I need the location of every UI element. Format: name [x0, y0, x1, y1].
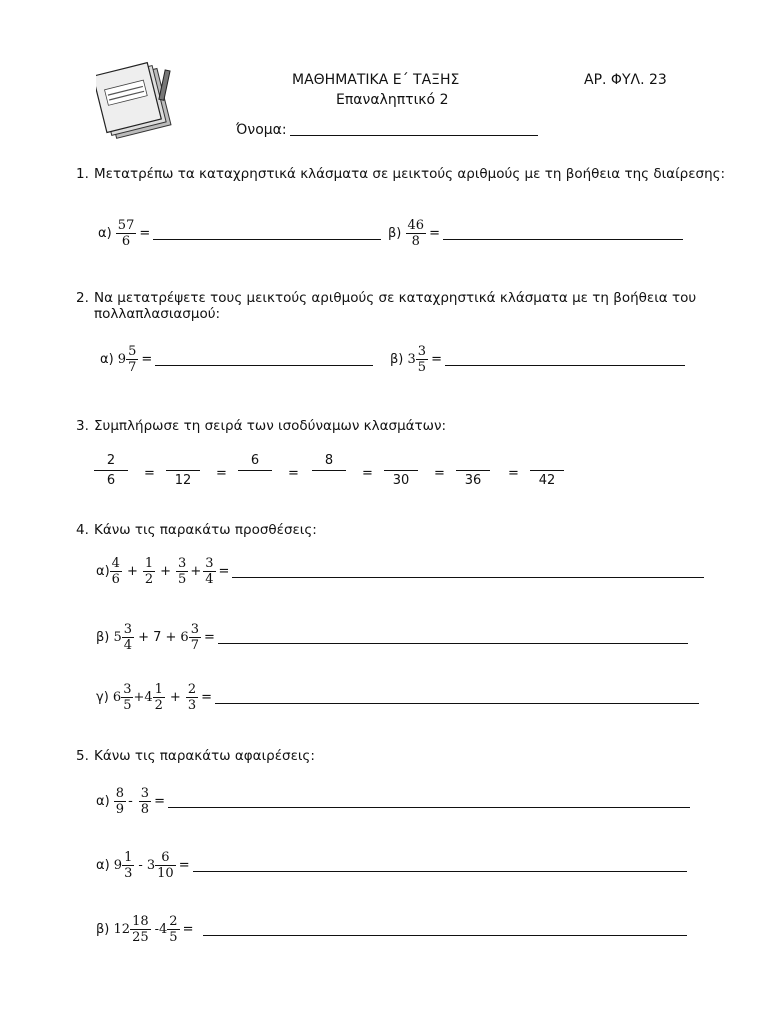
fraction — [144, 556, 154, 587]
whole-part: 3 — [407, 352, 416, 367]
equals-sign: = — [201, 690, 213, 705]
equals-sign: = — [288, 466, 299, 481]
question-number: 1. — [76, 166, 89, 182]
equals-sign: = — [429, 226, 440, 241]
denominator: 4 — [123, 638, 133, 653]
fraction — [156, 850, 175, 881]
plus-sign: + — [160, 564, 172, 579]
question-4 — [76, 522, 756, 540]
item-label: β) — [96, 922, 110, 937]
equals-sign: = — [141, 352, 153, 367]
fraction — [117, 218, 136, 249]
denominator: 5 — [123, 698, 132, 713]
answer-blank[interactable] — [168, 806, 690, 808]
name-field — [236, 122, 538, 138]
question-number: 5. — [76, 748, 89, 764]
whole-part: 6 — [180, 630, 189, 645]
exercise-5b — [96, 850, 687, 881]
whole-part: 6 — [112, 690, 122, 705]
equiv-fraction — [94, 452, 128, 489]
denominator: 5 — [169, 930, 178, 945]
equivalent-fractions-row — [0, 452, 768, 494]
item-label: α) — [98, 226, 112, 241]
numerator[interactable]: 8 — [324, 453, 334, 468]
plus-sign: + — [169, 690, 181, 705]
plus-seven: + 7 + — [138, 630, 177, 645]
fraction — [122, 682, 132, 713]
numerator: 46 — [407, 218, 425, 233]
item-label: γ) — [96, 690, 109, 705]
fraction — [123, 622, 133, 653]
denominator: 8 — [140, 802, 150, 817]
item-label: β) — [388, 226, 402, 241]
answer-blank[interactable] — [232, 576, 704, 578]
whole-part: +4 — [133, 690, 153, 705]
item-label: α) — [96, 858, 110, 873]
denominator: 5 — [417, 360, 427, 375]
question-text: Κάνω τις παρακάτω αφαιρέσεις: — [94, 748, 315, 764]
question-number: 4. — [76, 522, 89, 538]
numerator: 3 — [205, 556, 214, 571]
worksheet-subtitle: Επαναληπτικό 2 — [336, 92, 449, 108]
exercise-1a — [98, 218, 381, 249]
fraction — [115, 786, 125, 817]
notebook-logo-icon — [96, 60, 180, 140]
question-number: 3. — [76, 418, 89, 434]
item-label: α) — [96, 564, 110, 579]
numerator: 3 — [123, 682, 132, 697]
question-3 — [76, 418, 756, 436]
fraction — [111, 556, 121, 587]
answer-blank[interactable] — [443, 238, 683, 240]
exercise-4b — [96, 622, 688, 653]
fraction — [187, 682, 197, 713]
denominator[interactable]: 36 — [464, 473, 482, 488]
question-2 — [76, 290, 756, 324]
question-text: Συμπλήρωσε τη σειρά των ισοδύναμων κλασμάτων: — [94, 418, 447, 434]
equiv-fraction — [166, 452, 200, 489]
exercise-4a — [96, 556, 704, 587]
equals-sign: = — [431, 352, 442, 367]
denominator: 6 — [116, 233, 137, 249]
name-blank[interactable] — [290, 134, 538, 136]
exercise-2a — [100, 344, 373, 375]
numerator: 1 — [124, 850, 133, 865]
numerator: 2 — [187, 682, 197, 697]
question-text: Να μετατρέψετε τους μεικτούς αριθμούς σε καταχρηστικά κλάσματα με τη βοήθεια του πολλαπλασιασμού: — [94, 290, 697, 322]
fraction — [204, 556, 214, 587]
question-text: Κάνω τις παρακάτω προσθέσεις: — [94, 522, 317, 538]
question-number: 2. — [76, 290, 89, 306]
numerator: 57 — [117, 218, 135, 233]
fraction — [168, 914, 178, 945]
numerator: 3 — [140, 786, 150, 801]
fraction — [127, 344, 137, 375]
equals-sign: = — [203, 630, 215, 645]
fraction — [131, 914, 150, 945]
numerator: 3 — [123, 622, 133, 637]
whole-part: -4 — [154, 922, 168, 937]
numerator: 6 — [161, 850, 170, 865]
numerator[interactable]: 2 — [106, 453, 116, 468]
numerator: 3 — [190, 622, 199, 637]
exercise-5a — [96, 786, 690, 817]
equals-sign: = — [216, 466, 227, 481]
exercise-4c — [96, 682, 699, 713]
numerator: 18 — [132, 914, 149, 929]
exercise-5c — [96, 914, 687, 945]
denominator: 6 — [111, 572, 120, 587]
whole-part: 9 — [117, 352, 127, 367]
answer-blank[interactable] — [203, 934, 687, 936]
equals-sign: = — [508, 466, 519, 481]
equals-sign: = — [154, 794, 165, 809]
item-label: β) — [390, 352, 404, 367]
equals-sign: = — [182, 922, 194, 937]
whole-part: - 3 — [138, 858, 156, 873]
answer-blank[interactable] — [445, 364, 685, 366]
exercise-1b — [388, 218, 683, 249]
worksheet-title: ΜΑΘΗΜΑΤΙΚΑ Ε΄ ΤΑΞΗΣ — [292, 72, 460, 88]
denominator: 2 — [154, 698, 163, 713]
fraction — [417, 344, 427, 375]
fraction — [140, 786, 150, 817]
denominator: 2 — [144, 572, 154, 587]
denominator: 9 — [115, 802, 125, 817]
equals-sign: = — [139, 226, 151, 241]
fraction — [177, 556, 187, 587]
equiv-fraction — [530, 452, 564, 489]
answer-blank[interactable] — [155, 364, 373, 366]
question-1 — [76, 166, 756, 200]
denominator: 3 — [187, 698, 197, 713]
numerator: 5 — [128, 344, 137, 359]
numerator: 3 — [178, 556, 187, 571]
numerator: 3 — [417, 344, 427, 359]
denominator: 5 — [178, 572, 187, 587]
numerator: 8 — [115, 786, 125, 801]
question-text: Μετατρέπω τα καταχρηστικά κλάσματα σε μεικτούς αριθμούς με τη βοήθεια της διαίρεσης: — [94, 166, 726, 182]
denominator: 25 — [132, 930, 149, 945]
denominator: 10 — [157, 866, 174, 881]
denominator: 8 — [406, 233, 427, 249]
equiv-fraction — [456, 452, 490, 489]
equals-sign: = — [434, 466, 445, 481]
whole-part: 9 — [113, 858, 123, 873]
name-label: Όνομα: — [236, 122, 287, 138]
numerator[interactable]: 6 — [250, 453, 260, 468]
item-label: α) — [96, 794, 110, 809]
plus-sign: + — [190, 564, 202, 579]
equiv-fraction — [238, 452, 272, 489]
question-5 — [76, 748, 756, 766]
equiv-fraction — [384, 452, 418, 489]
denominator[interactable]: 42 — [538, 473, 556, 488]
whole-part: 5 — [113, 630, 122, 645]
denominator[interactable]: 6 — [106, 473, 116, 488]
answer-blank[interactable] — [215, 702, 699, 704]
denominator: 7 — [128, 360, 137, 375]
numerator: 1 — [144, 556, 154, 571]
answer-blank[interactable] — [218, 642, 688, 644]
answer-blank[interactable] — [193, 870, 687, 872]
fraction — [154, 682, 164, 713]
denominator[interactable]: 30 — [392, 473, 410, 488]
numerator: 4 — [111, 556, 120, 571]
denominator: 4 — [205, 572, 214, 587]
fraction — [407, 218, 426, 249]
equals-sign: = — [218, 564, 230, 579]
fraction — [123, 850, 133, 881]
denominator: 3 — [124, 866, 133, 881]
sheet-number: ΑΡ. ΦΥΛ. 23 — [584, 72, 667, 88]
denominator[interactable]: 12 — [174, 473, 192, 488]
exercise-2b — [390, 344, 685, 375]
equiv-fraction — [312, 452, 346, 489]
numerator: 1 — [154, 682, 163, 697]
item-label: β) — [96, 630, 110, 645]
fraction — [190, 622, 200, 653]
minus-sign: - — [128, 794, 133, 809]
denominator: 7 — [190, 638, 199, 653]
item-label: α) — [100, 352, 114, 367]
answer-blank[interactable] — [153, 238, 381, 240]
whole-part: 12 — [113, 922, 131, 937]
equals-sign: = — [362, 466, 373, 481]
plus-sign: + — [126, 564, 138, 579]
equals-sign: = — [144, 466, 155, 481]
equals-sign: = — [178, 858, 190, 873]
numerator: 2 — [169, 914, 178, 929]
